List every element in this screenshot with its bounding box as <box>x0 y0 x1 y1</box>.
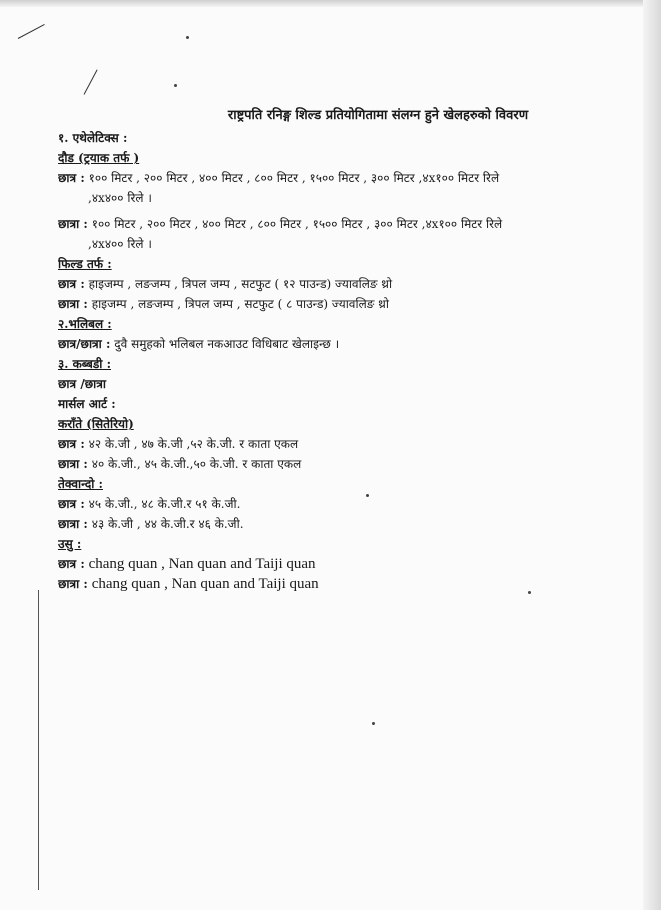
athletics-heading: १. एथेलेटिक्स : <box>58 131 128 145</box>
kabaddi-label: छात्र /छात्रा <box>58 377 106 391</box>
field-heading: फिल्ड तर्फ : <box>58 257 112 271</box>
pen-mark <box>84 70 98 95</box>
girls-label: छात्रा : <box>58 517 88 531</box>
boys-label: छात्र : <box>58 277 85 291</box>
pen-mark <box>18 24 45 39</box>
track-heading: दौड (ट्रयाक तर्फ ) <box>58 151 140 165</box>
margin-rule <box>38 590 39 890</box>
wushu-boys-styles: chang quan , Nan quan and Taiji quan <box>88 556 316 572</box>
taekwondo-boys-categories: ४५ के.जी., ४८ के.जी.र ५१ के.जी. <box>88 497 241 511</box>
martial-arts-heading: मार्सल आर्ट : <box>58 397 116 411</box>
scan-right-edge <box>643 0 661 910</box>
volleyball-text: दुवै समुहको भलिबल नकआउट विधिबाट खेलाइन्छ । <box>114 337 340 351</box>
wushu-girls-styles: chang quan , Nan quan and Taiji quan <box>91 576 319 592</box>
speck <box>372 722 375 725</box>
boys-label: छात्र : <box>58 171 85 185</box>
girls-label: छात्रा : <box>58 457 88 471</box>
kabaddi-heading: ३. कब्बडी : <box>58 357 112 371</box>
scan-top-edge <box>0 0 661 7</box>
boys-label: छात्र : <box>58 557 85 571</box>
speck <box>186 36 189 39</box>
track-boys-events: १०० मिटर , २०० मिटर , ४०० मिटर , ८०० मिटर , १५०० मिटर , ३०० मिटर ,४x१०० मिटर रिले <box>88 171 500 185</box>
taekwondo-girls-categories: ४३ के.जी , ४४ के.जी.र ४६ के.जी. <box>91 517 244 531</box>
girls-label: छात्रा : <box>58 217 88 231</box>
karate-girls-categories: ४० के.जी., ४५ के.जी.,५० के.जी. र काता एकल <box>91 457 302 471</box>
karate-boys-categories: ४२ के.जी , ४७ के.जी ,५२ के.जी. र काता एकल <box>88 437 299 451</box>
document-body <box>58 106 618 594</box>
page-title: राष्ट्रपति रनिङ्ग शिल्ड प्रतियोगितामा संलग्न हुने खेलहरुको विवरण <box>227 108 529 123</box>
track-boys-events-cont: ,४x४०० रिले । <box>88 191 152 205</box>
boys-girls-label: छात्र/छात्रा : <box>58 337 111 351</box>
boys-label: छात्र : <box>58 437 85 451</box>
taekwondo-heading: तेक्वान्दो : <box>58 477 103 491</box>
boys-label: छात्र : <box>58 497 85 511</box>
girls-label: छात्रा : <box>58 297 88 311</box>
field-boys-events: हाइजम्प , लङजम्प , त्रिपल जम्प , सटफुट ( १२ पाउन्ड) ज्यावलिङ थ्रो <box>88 277 393 291</box>
karate-heading: कराँते (सितेरियो) <box>58 417 134 431</box>
speck <box>174 84 177 87</box>
volleyball-heading: २.भलिबल : <box>58 317 112 331</box>
girls-label: छात्रा : <box>58 577 88 591</box>
track-girls-events-cont: ,४x४०० रिले । <box>88 237 152 251</box>
field-girls-events: हाइजम्प , लङजम्प , त्रिपल जम्प , सटफुट ( ८ पाउन्ड) ज्यावलिङ थ्रो <box>91 297 389 311</box>
wushu-heading: उसु : <box>58 537 82 551</box>
track-girls-events: १०० मिटर , २०० मिटर , ४०० मिटर , ८०० मिटर , १५०० मिटर , ३०० मिटर ,४x१०० मिटर रिले <box>91 217 503 231</box>
